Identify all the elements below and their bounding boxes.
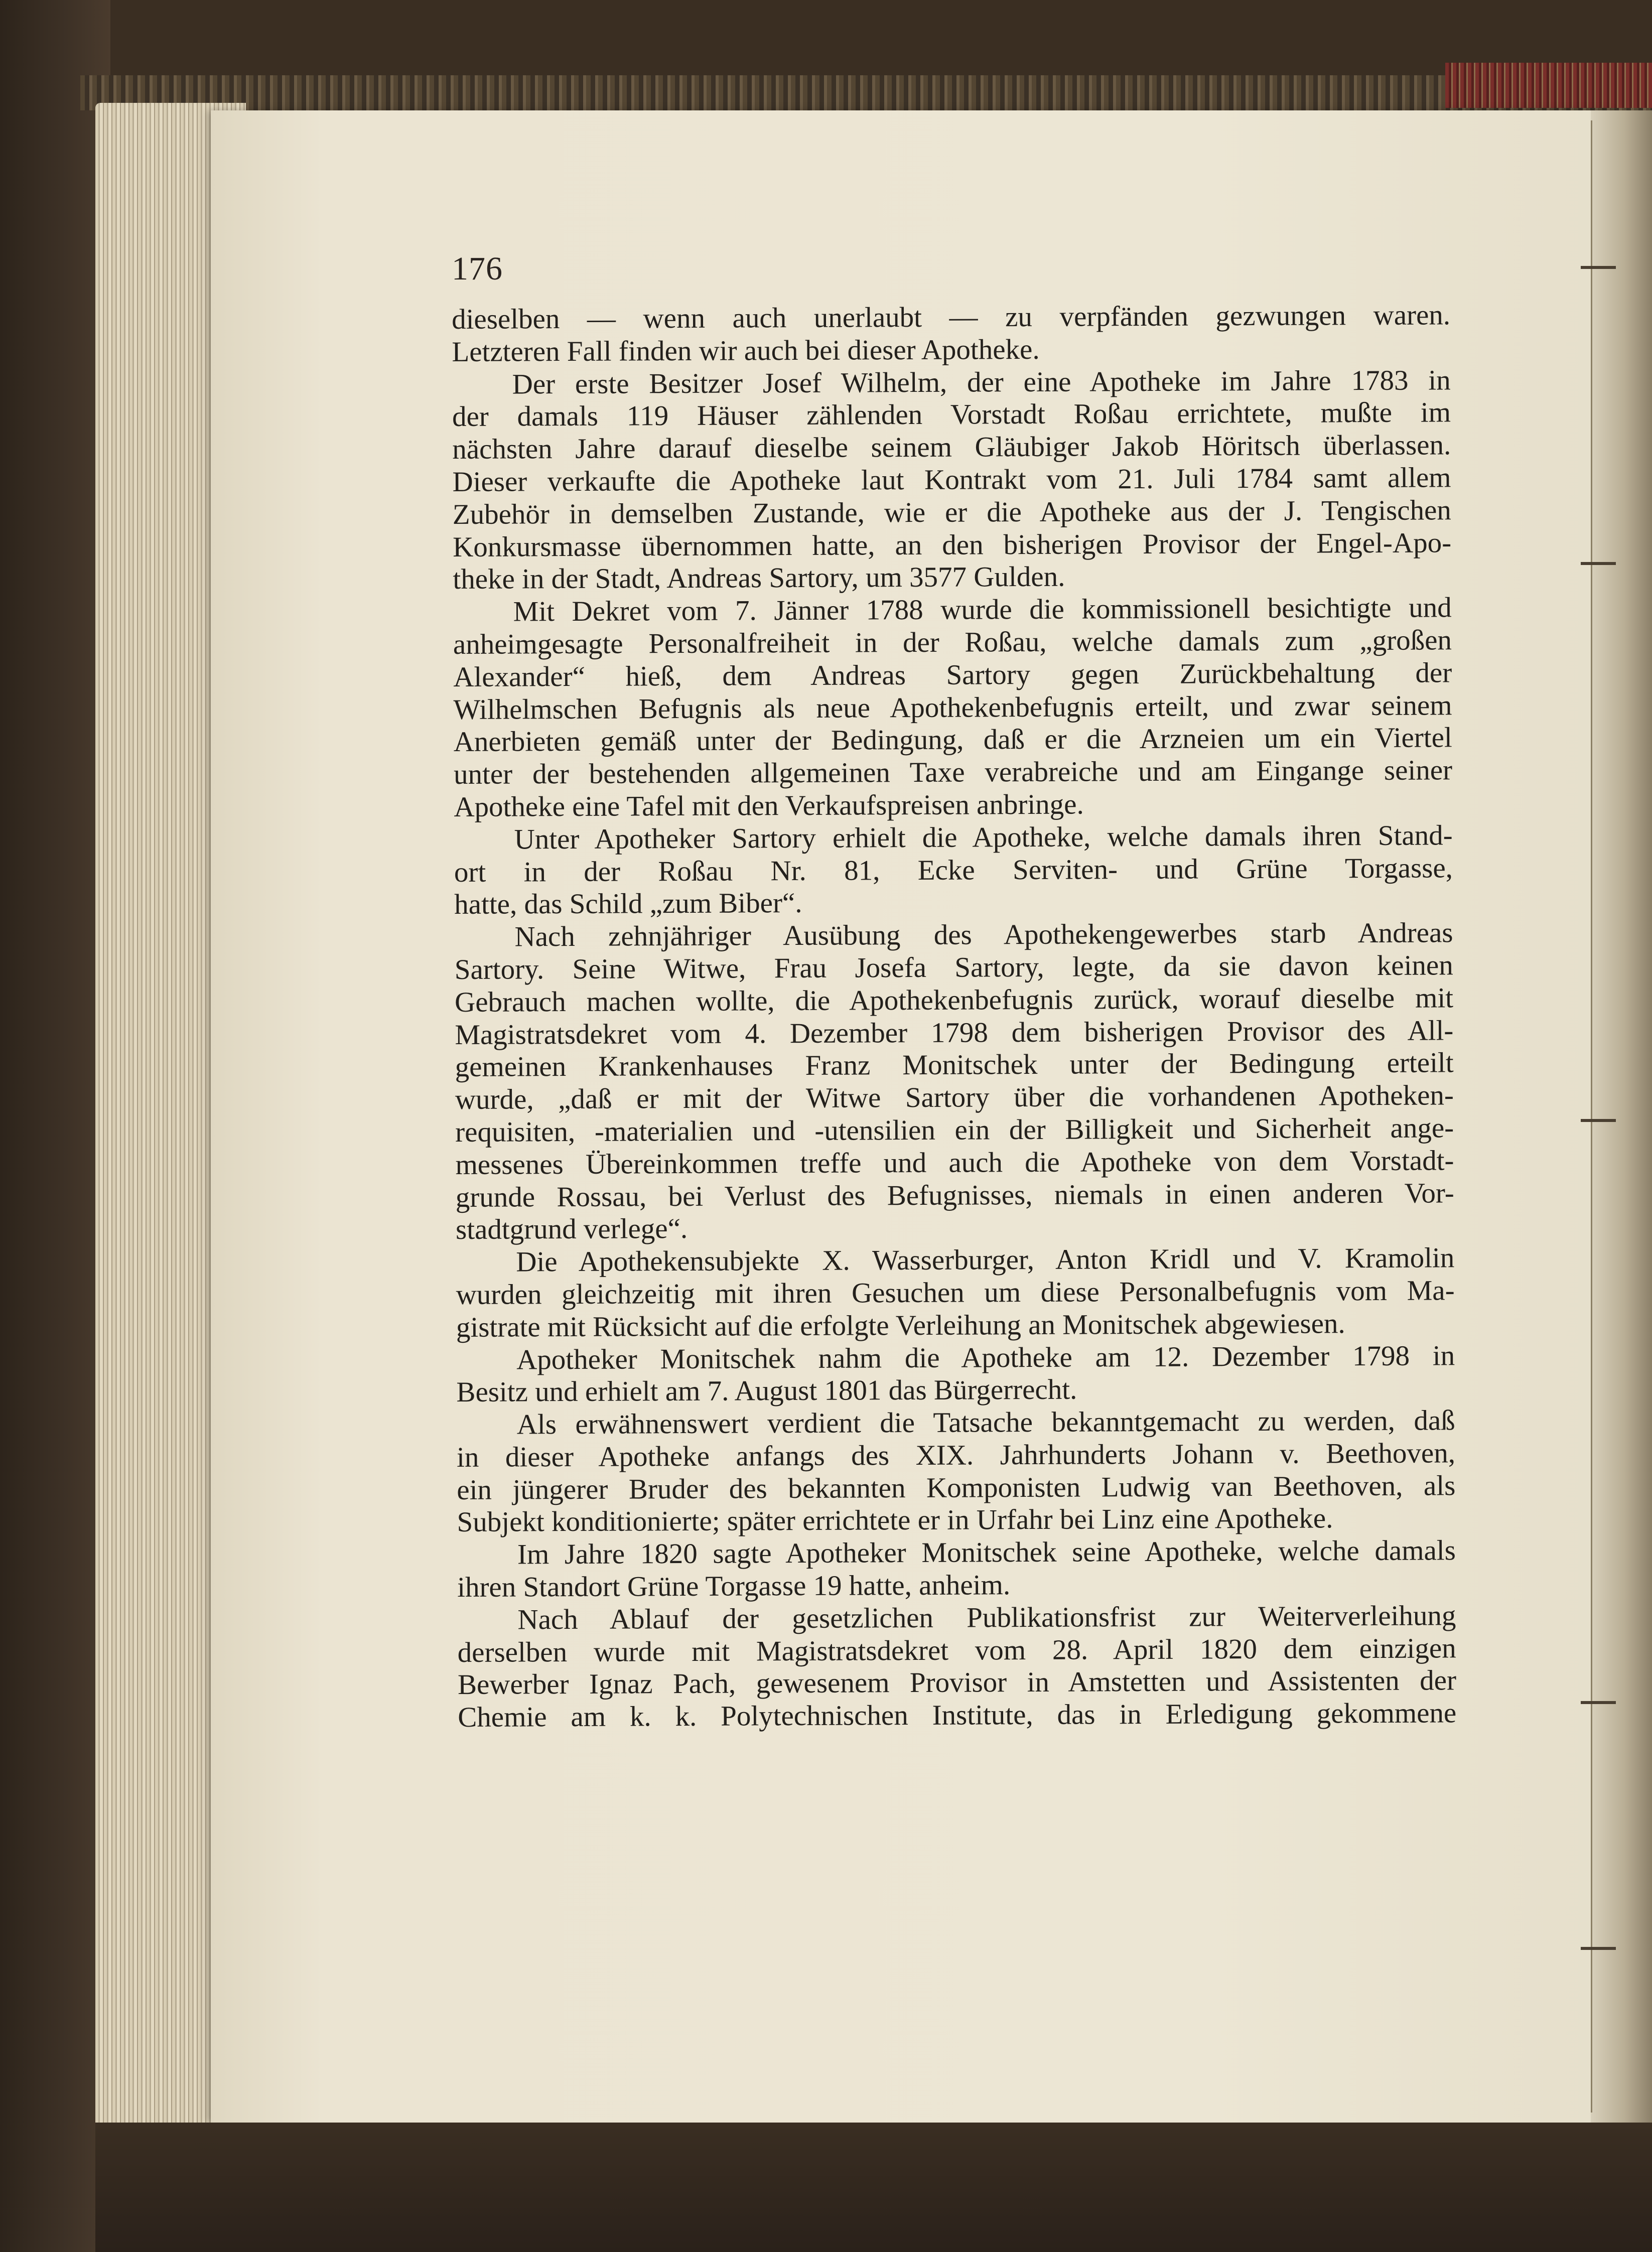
- text-line: hatte, das Schild „zum Biber“.: [454, 887, 802, 921]
- binding-thread-mark: [1581, 1119, 1616, 1122]
- text-line: gemeinen Krankenhauses Franz Monitschek unter der Bedingung erteilt: [455, 1047, 1454, 1083]
- text-line: ihren Standort Grüne Torgasse 19 hatte, anheim.: [457, 1569, 1011, 1604]
- text-line: Unter Apotheker Sartory erhielt die Apotheke, welche damals ihren Stand-: [514, 819, 1453, 856]
- gutter-fold: [1591, 120, 1592, 2113]
- text-line: theke in der Stadt, Andreas Sartory, um 3577 Gulden.: [453, 561, 1065, 596]
- text-line: derselben wurde mit Magistratsdekret vom 28. April 1820 dem einzigen: [457, 1632, 1456, 1668]
- text-line: Anerbieten gemäß unter der Bedingung, daß er die Arzneien um ein Viertel: [453, 722, 1452, 758]
- text-line: requisiten, -materialien und -utensilien ein der Billigkeit und Sicherheit ange-: [455, 1112, 1454, 1148]
- text-line: ort in der Roßau Nr. 81, Ecke Serviten- und Grüne Torgasse,: [454, 852, 1453, 888]
- text-line: Gebrauch machen wollte, die Apothekenbefugnis zurück, worauf dieselbe mit: [454, 982, 1454, 1018]
- binding-thread-mark: [1581, 266, 1616, 269]
- text-line: Bewerber Ignaz Pach, gewesenem Provisor in Amstetten und Assistenten der: [457, 1664, 1457, 1701]
- text-line: Apotheker Monitschek nahm die Apotheke am 12. Dezember 1798 in: [516, 1339, 1455, 1375]
- binding-thread-mark: [1581, 1947, 1616, 1950]
- page-number: 176: [452, 250, 503, 287]
- text-line: Letzteren Fall finden wir auch bei dieser Apotheke.: [452, 333, 1040, 368]
- text-line: Als erwähnenswert verdient die Tatsache bekanntgemacht zu werden, daß: [516, 1404, 1455, 1441]
- text-line: nächsten Jahre darauf dieselbe seinem Gläubiger Jakob Höritsch überlassen.: [452, 429, 1451, 466]
- text-line: wurde, „daß er mit der Witwe Sartory über die vorhandenen Apotheken-: [455, 1079, 1454, 1116]
- text-line: in dieser Apotheke anfangs des XIX. Jahrhunderts Johann v. Beethoven,: [456, 1437, 1456, 1473]
- text-line: der damals 119 Häuser zählenden Vorstadt Roßau errichtete, mußte im: [452, 396, 1451, 433]
- text-line: grunde Rossau, bei Verlust des Befugnisses, niemals in einen anderen Vor-: [455, 1177, 1454, 1213]
- text-line: Nach Ablauf der gesetzlichen Publikationsfrist zur Weiterverleihung: [517, 1600, 1456, 1636]
- text-line: messenes Übereinkommen treffe und auch die Apotheke von dem Vorstadt-: [455, 1145, 1454, 1181]
- text-line: Mit Dekret vom 7. Jänner 1788 wurde die kommissionell besichtigte und: [513, 592, 1452, 628]
- text-line: Dieser verkaufte die Apotheke laut Kontrakt vom 21. Juli 1784 samt allem: [452, 462, 1451, 498]
- text-line: Alexander“ hieß, dem Andreas Sartory gegen Zurückbehaltung der: [453, 657, 1452, 693]
- text-line: Subjekt konditionierte; später errichtete er in Urfahr bei Linz eine Apotheke.: [457, 1502, 1333, 1538]
- text-line: Magistratsdekret vom 4. Dezember 1798 dem bisherigen Provisor des All-: [455, 1014, 1454, 1051]
- text-line: gistrate mit Rücksicht auf die erfolgte Verleihung an Monitschek abgewiesen.: [456, 1307, 1345, 1343]
- binding-thread-mark: [1581, 562, 1616, 565]
- book-spine-band: [1445, 63, 1652, 108]
- text-line: Konkursmasse übernommen hatte, an den bisherigen Provisor der Engel-Apo-: [452, 526, 1452, 563]
- text-line: Nach zehnjähriger Ausübung des Apothekengewerbes starb Andreas: [514, 917, 1453, 953]
- text-line: unter der bestehenden allgemeinen Taxe verabreiche und am Eingange seiner: [453, 754, 1453, 791]
- book-bottom-shadow: [95, 2123, 1652, 2252]
- text-line: wurden gleichzeitig mit ihren Gesuchen um diese Personalbefugnis vom Ma-: [456, 1275, 1455, 1311]
- text-line: Der erste Besitzer Josef Wilhelm, der eine Apotheke im Jahre 1783 in: [512, 364, 1451, 400]
- book-spine-top: [80, 75, 1652, 110]
- text-line: stadtgrund verlege“.: [455, 1213, 688, 1246]
- text-line: Wilhelmschen Befugnis als neue Apothekenbefugnis erteilt, und zwar seinem: [453, 689, 1452, 726]
- binding-thread-mark: [1581, 1701, 1616, 1704]
- text-line: Sartory. Seine Witwe, Frau Josefa Sartory, legte, da sie davon keinen: [454, 949, 1453, 986]
- text-line: dieselben — wenn auch unerlaubt — zu verpfänden gezwungen waren.: [452, 299, 1451, 335]
- text-line: Apotheke eine Tafel mit den Verkaufspreisen anbringe.: [454, 788, 1084, 823]
- text-line: Die Apothekensubjekte X. Wasserburger, Anton Kridl und V. Kramolin: [516, 1242, 1455, 1278]
- book-cover-edge: [0, 0, 110, 2252]
- text-line: Besitz und erhielt am 7. August 1801 das Bürgerrecht.: [456, 1373, 1077, 1409]
- text-line: Im Jahre 1820 sagte Apotheker Monitschek seine Apotheke, welche damals: [517, 1534, 1456, 1571]
- body-text: [452, 299, 1456, 1734]
- page-gutter: [1591, 110, 1652, 2123]
- text-line: Zubehör in demselben Zustande, wie er die Apotheke aus der J. Tengischen: [452, 494, 1451, 530]
- text-line: anheimgesagte Personalfreiheit in der Roßau, welche damals zum „großen: [453, 624, 1452, 660]
- text-line: ein jüngerer Bruder des bekannten Komponisten Ludwig van Beethoven, als: [457, 1469, 1456, 1506]
- text-line: Chemie am k. k. Polytechnischen Institute, das in Erledigung gekommene: [458, 1697, 1457, 1734]
